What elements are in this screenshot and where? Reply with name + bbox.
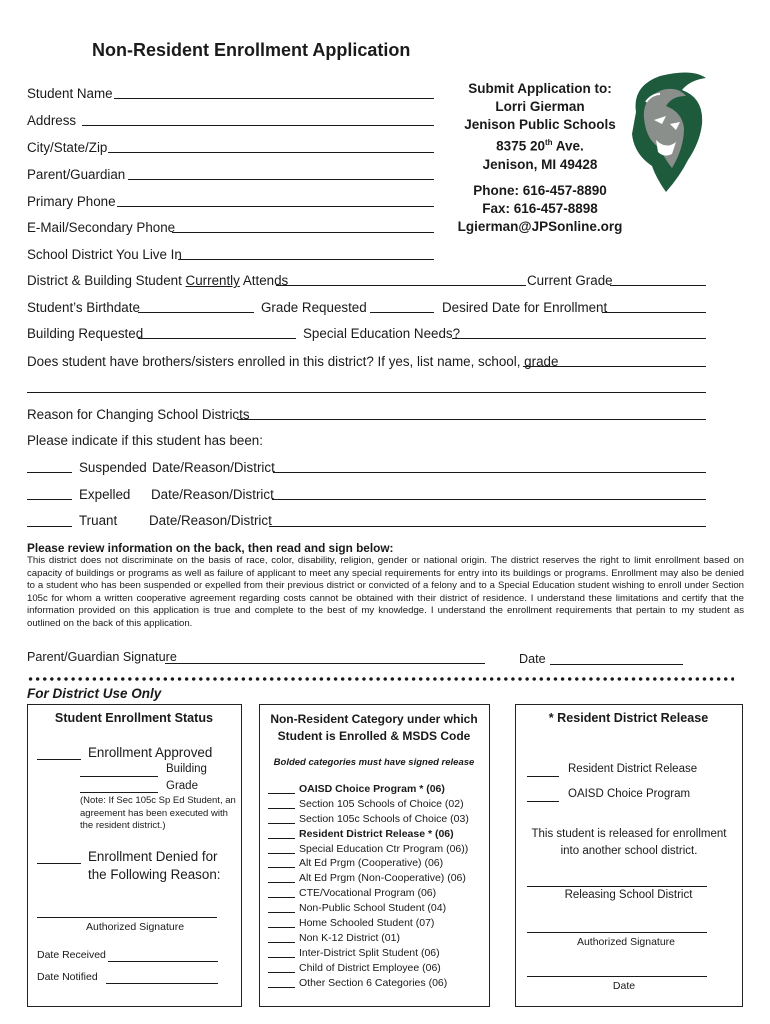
release-date-label: Date	[612, 980, 636, 992]
release-option-blank[interactable]	[527, 776, 559, 777]
denied-blank[interactable]	[37, 863, 81, 864]
signature-date-label: Date	[519, 652, 546, 666]
current-district-label: District & Building Student Currently Attends	[27, 273, 289, 288]
truant-label: Truant	[79, 513, 118, 528]
truant-date-reason-label: Date/Reason/District	[149, 513, 272, 528]
suspended-label: Suspended	[79, 460, 147, 475]
date-received-label: Date Received	[37, 949, 106, 961]
district-use-heading: For District Use Only	[27, 686, 162, 701]
birthdate-label: Student’s Birthdate	[27, 300, 140, 315]
category-checkbox-blank[interactable]	[268, 823, 295, 824]
release-title: * Resident District Release	[548, 711, 709, 725]
grade-requested-field[interactable]	[370, 312, 434, 313]
category-checkbox-blank[interactable]	[268, 793, 295, 794]
expelled-date-reason-label: Date/Reason/District	[151, 487, 274, 502]
approved-blank[interactable]	[37, 759, 81, 760]
parent-signature-label: Parent/Guardian Signature	[27, 650, 177, 664]
date-notified-field[interactable]	[106, 983, 218, 984]
release-box	[515, 704, 743, 1007]
city-state-zip-label: City/State/Zip	[27, 140, 108, 155]
grade-label: Grade	[166, 780, 198, 792]
category-item	[268, 977, 483, 992]
current-grade-label: Current Grade	[527, 273, 613, 288]
special-ed-label: Special Education Needs?	[303, 326, 461, 341]
category-checkbox-blank[interactable]	[268, 838, 295, 839]
legal-statement: This district does not discriminate on the basis of race, color, disability, religion, gender or national origin. The district reserves the right to limit enrollment based on capacity of buildings or programs as well as failure of applicant to meet any special requirements for entry into its buildings or programs. Enrollment may also be denied to a student who has been suspended or expelled from their previous district or convicted of a felony and to a Special Education student wishing to enroll under Section 105c for whom a written cooperative agreement regarding costs cannot be obtained with their district of residence. I understand these limitations and certify that the information provided on this application is true and complete to the best of my knowledge. I understand the enrollment requirements that pertain to my student as outlined on the back of this application.	[27, 555, 744, 629]
category-checkbox-blank[interactable]	[268, 897, 295, 898]
submit-address-block	[440, 80, 640, 236]
category-checkbox-blank[interactable]	[268, 957, 295, 958]
truant-blank[interactable]	[27, 526, 72, 527]
legal-heading: Please review information on the back, then read and sign below:	[27, 541, 394, 555]
siblings-field-line-2[interactable]	[27, 392, 706, 393]
submit-heading: Submit Application to:	[468, 81, 612, 96]
category-checkbox-blank[interactable]	[268, 972, 295, 973]
email-line: Lgierman@JPSonline.org	[457, 218, 623, 234]
releasing-district-field[interactable]	[527, 886, 707, 887]
category-item	[268, 902, 483, 917]
category-checkbox-blank[interactable]	[268, 927, 295, 928]
current-grade-field[interactable]	[610, 285, 706, 286]
address-field[interactable]	[82, 125, 434, 126]
special-ed-field[interactable]	[452, 338, 706, 339]
category-item-label: Alt Ed Prgm (Non-Cooperative) (06)	[299, 872, 466, 885]
category-item	[268, 783, 483, 798]
contact-name: Lorri Gierman	[495, 99, 585, 114]
sped-note: (Note: If Sec 105c Sp Ed Student, an agreement has been executed with the resident district.)	[80, 795, 236, 831]
category-item	[268, 962, 483, 977]
category-item-label: Alt Ed Prgm (Cooperative) (06)	[299, 857, 444, 870]
city-state-zip-field[interactable]	[108, 152, 434, 153]
indicate-label: Please indicate if this student has been:	[27, 433, 263, 448]
building-requested-field[interactable]	[138, 338, 296, 339]
oaisd-option-blank[interactable]	[527, 801, 559, 802]
category-item	[268, 932, 483, 947]
category-item	[268, 887, 483, 902]
jenison-wildcat-logo-icon	[626, 68, 710, 196]
category-subtitle: Bolded categories must have signed release	[273, 757, 475, 768]
category-item	[268, 798, 483, 813]
status-signature-field[interactable]	[37, 917, 217, 918]
category-item-label: OAISD Choice Program * (06)	[299, 783, 445, 795]
phone-line: Phone: 616-457-8890	[473, 182, 607, 198]
category-title: Non-Resident Category under which Student is Enrolled & MSDS Code	[270, 712, 478, 743]
category-item-label: Section 105c Schools of Choice (03)	[299, 812, 469, 825]
category-checkbox-blank[interactable]	[268, 912, 295, 913]
category-item-label: Child of District Employee (06)	[299, 961, 441, 974]
current-district-field[interactable]	[276, 285, 526, 286]
category-item	[268, 947, 483, 962]
reason-field[interactable]	[237, 419, 706, 420]
enrollment-status-box	[27, 704, 242, 1007]
releasing-district-label: Releasing School District	[564, 889, 693, 901]
building-blank[interactable]	[80, 776, 158, 777]
release-date-field[interactable]	[527, 976, 707, 977]
enrollment-status-title: Student Enrollment Status	[54, 711, 214, 725]
category-checkbox-blank[interactable]	[268, 808, 295, 809]
category-item-label: Section 105 Schools of Choice (02)	[299, 797, 464, 810]
primary-phone-field[interactable]	[117, 206, 434, 207]
primary-phone-label: Primary Phone	[27, 194, 116, 209]
expelled-blank[interactable]	[27, 499, 72, 500]
building-requested-label: Building Requested	[27, 326, 144, 341]
street-address: 8375 20th Ave.	[496, 138, 584, 154]
date-received-field[interactable]	[108, 961, 218, 962]
student-name-label: Student Name	[27, 86, 113, 101]
category-item-label: CTE/Vocational Program (06)	[299, 887, 437, 900]
category-checkbox-blank[interactable]	[268, 882, 295, 883]
category-item-label: Non K-12 District (01)	[299, 931, 400, 944]
student-name-field[interactable]	[114, 98, 434, 99]
truant-date-reason-field[interactable]	[269, 526, 706, 527]
category-item	[268, 843, 483, 858]
category-item-label: Resident District Release * (06)	[299, 827, 454, 840]
category-item-label: Home Schooled Student (07)	[299, 917, 435, 930]
category-checkbox-blank[interactable]	[268, 987, 295, 988]
grade-requested-label: Grade Requested	[261, 300, 367, 315]
parent-signature-field[interactable]	[165, 663, 485, 664]
category-item	[268, 872, 483, 887]
grade-blank[interactable]	[80, 792, 158, 793]
suspended-date-reason-label: Date/Reason/District	[152, 460, 275, 475]
category-item	[268, 828, 483, 843]
birthdate-field[interactable]	[138, 312, 254, 313]
release-signature-label: Authorized Signature	[576, 936, 676, 948]
status-signature-label: Authorized Signature	[86, 921, 185, 933]
email-secondary-phone-field[interactable]	[172, 232, 434, 233]
school-district-label: School District You Live In	[27, 247, 182, 262]
reason-label: Reason for Changing School Districts	[27, 407, 250, 422]
form-title: Non-Resident Enrollment Application	[92, 40, 411, 60]
school-district-field[interactable]	[178, 259, 434, 260]
siblings-field[interactable]	[523, 366, 706, 367]
release-signature-field[interactable]	[527, 932, 707, 933]
parent-guardian-label: Parent/Guardian	[27, 167, 126, 182]
denied-label: Enrollment Denied for the Following Reason:	[88, 849, 221, 882]
expelled-date-reason-field[interactable]	[272, 499, 706, 500]
school-name: Jenison Public Schools	[464, 117, 616, 132]
parent-guardian-field[interactable]	[128, 179, 434, 180]
date-notified-label: Date Notified	[37, 971, 98, 983]
category-item	[268, 857, 483, 872]
category-box	[259, 704, 490, 1007]
signature-date-field[interactable]	[550, 664, 683, 665]
city-line: Jenison, MI 49428	[482, 156, 598, 172]
desired-date-label: Desired Date for Enrollment	[442, 300, 608, 315]
address-label: Address	[27, 113, 77, 128]
category-item-label: Other Section 6 Categories (06)	[299, 976, 448, 989]
building-label: Building	[166, 763, 207, 775]
desired-date-field[interactable]	[602, 312, 706, 313]
oaisd-option-label: OAISD Choice Program	[568, 788, 691, 800]
category-checkbox-blank[interactable]	[268, 867, 295, 868]
email-secondary-phone-label: E-Mail/Secondary Phone	[27, 220, 176, 235]
siblings-label: Does student have brothers/sisters enrolled in this district? If yes, list name, school, grade	[27, 354, 559, 369]
category-item	[268, 917, 483, 932]
category-item-label: Non-Public School Student (04)	[299, 902, 447, 915]
expelled-label: Expelled	[79, 487, 131, 502]
suspended-date-reason-field[interactable]	[273, 472, 706, 473]
category-checkbox-blank[interactable]	[268, 942, 295, 943]
category-item	[268, 813, 483, 828]
approved-label: Enrollment Approved	[88, 745, 213, 760]
category-checkbox-blank[interactable]	[268, 853, 295, 854]
release-option-label: Resident District Release	[568, 763, 698, 775]
release-statement: This student is released for enrollment into another school district.	[531, 828, 727, 857]
category-item-label: Inter-District Split Student (06)	[299, 946, 440, 959]
suspended-blank[interactable]	[27, 472, 72, 473]
category-list	[268, 783, 483, 991]
fax-line: Fax: 616-457-8898	[482, 200, 598, 216]
dotted-separator	[27, 676, 734, 682]
category-item-label: Special Education Ctr Program (06))	[299, 842, 469, 855]
